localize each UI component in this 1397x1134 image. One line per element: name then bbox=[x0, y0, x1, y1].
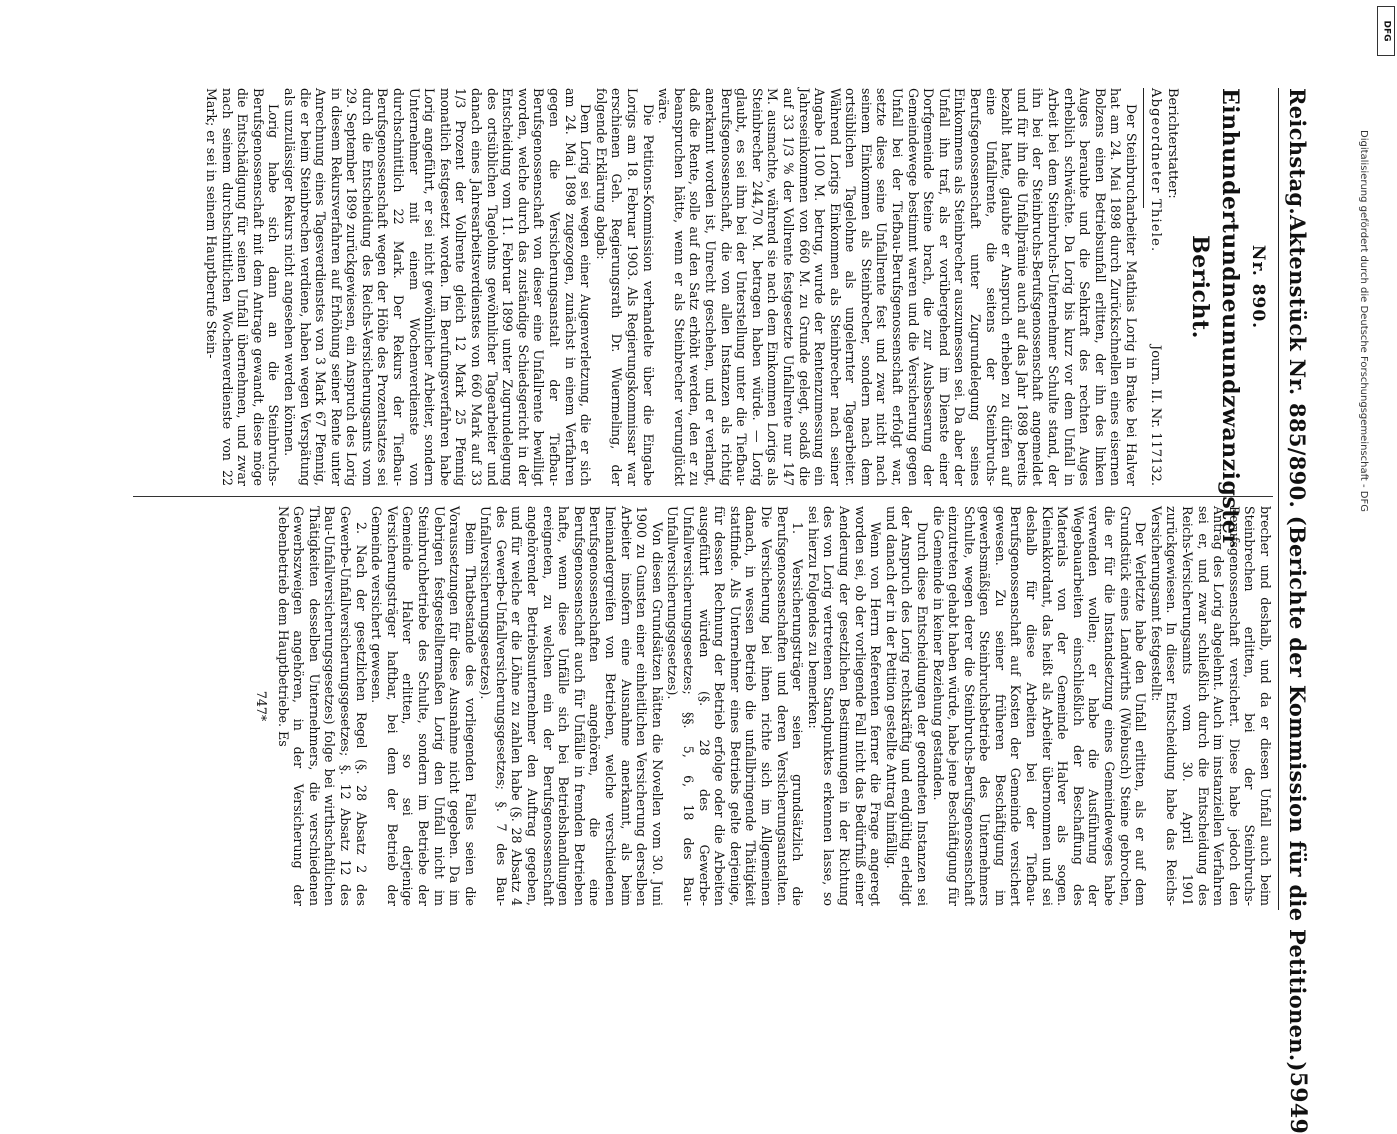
dfg-logo bbox=[1377, 6, 1395, 56]
rapporteur-name: Abgeordneter Thiele. bbox=[1148, 88, 1163, 253]
paragraph: Der Verletzte habe den Unfall erlitten, als er auf dem Grundstück eines Landwirths (Wiebusch) Steine gebrochen, die er für die Instandsetzung eines Gemeindeweges habe verwenden wollen; er habe die Ausführung der Wegebauarbeiten einschließlich der Beschaffung des Materials von der Gemeinde Halver als sogen. Kleinakkordant, das heißt als Arbeiter übernommen und sei deshalb für diese Arbeiten bei der Tiefbau-Berufsgenossenschaft auf Kosten der Gemeinde versichert gewesen. Zu seiner früheren Beschäftigung im gewerbsmäßigen Steinbruchsbetriebe des Unternehmers Schulte, wegen derer die Steinbruchs-Berufsgenossenschaft einzutreten gehabt haben würde, habe jene Beschäftigung für die Gemeinde in keiner Beziehung gestanden. bbox=[930, 506, 1149, 906]
paragraph: Lorig habe sich dann an die Steinbruchs-Berufsgenossenschaft mit dem Antrage gewandt, diese möge die Entschädigung für seinen Unfall übernehmen, und zwar nach seinem durchschnittlichen Wochenverdienste von 22 Mark; er sei in seinem Hauptberufe Stein- bbox=[203, 88, 282, 486]
article-number: Nr. 890. bbox=[1248, 244, 1268, 330]
header-left: Reichstag. bbox=[1285, 88, 1311, 215]
column-divider bbox=[133, 496, 1273, 497]
paragraph: Von diesen Grundsätzen hätten die Novellen vom 30. Juni 1900 zu Gunsten einer einheitlichen Versicherung derselben Arbeiter insofern eine Ausnahme anerkannt, als beim Ineinandergreifen von Betrieben, welche verschiedenen Berufsgenossenschaften angehören, die eine Berufsgenossenschaft auch für Unfälle in fremden Betrieben hafte, wenn diese Unfälle sich bei Betriebshandlungen ereigneten, zu welchen ein der Berufsgenossenschaft angehörender Betriebsunternehmer den Auftrag gegeben, und für welche er die Löhne zu zahlen habe (§. 28 Absatz 4 des Gewerbe-Unfallversicherungsgesetzes; §. 7 des Bau-Unfallversicherungsgesetzes). bbox=[478, 506, 665, 906]
paragraph: 1. Versicherungsträger seien grundsätzlich die Berufsgenossenschaften und deren Versicherungsanstalten. Die Versicherung bei ihnen richte sich im Allgemeinen danach, in wessen Betrieb die unfallbringende Thätigkeit stattfinde. Als Unternehmer eines Betriebs gelte derjenige, für dessen Rechnung der Betrieb erfolge oder die Arbeiten ausgeführt würden (§. 28 des Gewerbe-Unfallversicherungsgesetzes; §§. 5, 6, 18 des Bau-Unfallversicherungsgesetzes). bbox=[665, 506, 806, 906]
rapporteur-label: Berichterstatter: bbox=[1165, 88, 1180, 199]
header-rule bbox=[1278, 88, 1279, 910]
journal-reference: Journ. II. Nr. 117132. bbox=[1148, 345, 1163, 486]
paragraph: brecher und deshalb, und da er diesen Unfall auch beim Steinbrechen erlitten, bei der Steinbruchs-Berufsgenossenschaft versichert. Diese habe jedoch den Antrag des Lorig abgelehnt. Auch im instanziellen Verfahren sei er, und zwar schließlich durch die Entscheidung des Reichs-Versicherungsamts vom 30. April 1901 zurückgewiesen. In dieser Entscheidung habe das Reichs-Versicherungsamt festgestellt: bbox=[1148, 506, 1273, 906]
running-header bbox=[1281, 88, 1315, 1134]
signature-mark: 747* bbox=[254, 690, 269, 722]
rapporteur-rule bbox=[1143, 88, 1144, 208]
paragraph: 2. Nach der gesetzlichen Regel (§. 28 Absatz 2 des Gewerbe-Unfallversicherungsgesetzes; §. 12 Absatz 12 des Bau-Unfallversicherungsgesetzes) folge bei wirthschaftlichen Thätigkeiten desselben Unternehmers, die verschiedenen Gewerbszweigen angehören, in der Versicherung der Nebenbetrieb dem Hauptbetriebe. Es bbox=[275, 506, 369, 906]
rapporteur-row bbox=[1147, 88, 1164, 486]
article-title: Einhundertundneunundzwanzigster Bericht. bbox=[1187, 88, 1243, 547]
header-middle: Aktenstück Nr. 885/890. (Berichte der Kommission für die Petitionen.) bbox=[1285, 214, 1311, 1072]
page-number: 5949 bbox=[1285, 1071, 1311, 1134]
digitization-credit: Digitalisierung gefördert durch die Deutsche Forschungsgemeinschaft - DFG bbox=[1358, 130, 1369, 513]
paragraph: Die Petitions-Kommission verhandelte über die Eingabe Lorigs am 18. Februar 1903. Als Regierungskommissar war erschienen Geh. Regierungsrath Dr. Wuermeling, der folgende Erklärung abgab: bbox=[593, 88, 656, 486]
paragraph: Wenn von Herrn Referenten ferner die Frage angeregt worden sei, ob der vorliegende Fall nicht das Bedürfniß einer Aenderung der gesetzlichen Bestimmungen in der Richtung des von Lorig vertretenen Standpunktes erkennen lasse, so sei hierzu Folgendes zu bemerken: bbox=[805, 506, 884, 906]
paragraph: Der Steinbrucharbeiter Mathias Lorig in Brake bei Halver hat am 24. Mai 1898 durch Zurückschnellen eines eisernen Bolzens einen Betriebsunfall erlitten, der ihn des linken Auges beraubte und die Sehkraft des rechten Auges erheblich schwächte. Da Lorig bis kurz vor dem Unfall in Arbeit bei dem Steinbruchs-Unternehmer Schulte stand, der ihn bei der Steinbruchs-Berufsgenossenschaft angemeldet und für ihn die Unfallprämie auch auf das Jahr 1898 bereits bezahlt hatte, glaubte er Anspruch erheben zu dürfen auf eine Unfallrente, die seitens der Steinbruchs-Berufsgenossenschaft unter Zugrundelegung seines Einkommens als Steinbrecher auszumessen sei. Da aber der Unfall ihn traf, als er vorübergehend im Dienste einer Dorfgemeinde Steine brach, die zur Ausbesserung der Gemeindewege bestimmt waren und die Versicherung gegen Unfall bei der Tiefbau-Berufsgenossenschaft erfolgt war, setzte diese seine Unfallrente fest und zwar nicht nach seinem Einkommen als Steinbrecher, sondern nach dem ortsüblichen Tagelohne als ungelernter Tagearbeiter. Während Lorigs Einkommen als Steinbrecher nach seiner Angabe 1100 M. betrug, wurde der Rentenzumessung ein Jahreseinkommen von 660 M. zu Grunde gelegt, sodaß die auf 33 1/3 % der Vollrente festgesetzte Unfallrente nur 147 M. ausmachte, während sie nach dem Einkommen Lorigs als Steinbrecher 244,70 M. betragen haben würde. — Lorig glaubt, es sei ihm bei der Unterstellung unter die Tiefbau-Berufsgenossenschaft, die von allen Instanzen als richtig anerkannt worden ist, Unrecht geschehen, und er verlangt, daß die Rente, solle auf den Satz erhöht werden, den er zu beanspruchen hätte, wenn er als Steinbrecher verunglückt wäre. bbox=[656, 88, 1139, 486]
dfg-logo-text: DFG bbox=[1381, 20, 1392, 42]
right-column bbox=[253, 506, 1273, 906]
paragraph: Dem Lorig sei wegen einer Augenverletzung, die er sich am 24. Mai 1898 zugezogen, zunächst in einem Verfahren gegen die Versicherungsanstalt der Tiefbau-Berufsgenossenschaft von dieser eine Unfallrente bewilligt worden, welche durch das zuständige Schiedsgericht in der Entscheidung vom 11. Februar 1899 unter Zugrundelegung des ortsüblichen Tagelohns gewöhnlicher Tagearbeiter und danach eines Jahresarbeitsverdienstes von 660 Mark auf 33 1/3 Prozent der Vollrente gleich 12 Mark 25 Pfennig monatlich festgesetzt worden. Im Berufungsverfahren habe Lorig angeführt, er sei nicht gewöhnlicher Arbeiter, sondern Unternehmer mit einem Wochenverdienste von durchschnittlich 22 Mark. Der Rekurs der Tiefbau-Berufsgenossenschaft wegen der Höhe des Prozentsatzes sei durch die Entscheidung des Reichs-Versicherungsamts vom 29. September 1899 zurückgewiesen, ein Anspruch des Lorig in diesem Rekursverfahren auf Erhöhung seiner Rente unter Anrechnung eines Tagesverdienstes von 3 Mark 67 Pfennig, die er beim Steinbrechen verdiene, haben wegen Verspätung als unzulässiger Rekurs nicht angesehen werden können. bbox=[281, 88, 594, 486]
left-column bbox=[203, 88, 1273, 547]
paragraph: Beim Thatbestande des vorliegenden Falles seien die Voraussetzungen für diese Ausnahme nicht gegeben. Da im Uebrigen festgestelltermaßen Lorig den Unfall nicht im Steinbruchbetriebe des Schulte, sondern im Betriebe der Gemeinde Halver erlitten, so sei derjenige Versicherungsträger haftbar, bei dem der Betrieb der Gemeinde versichert gewesen. bbox=[369, 506, 478, 906]
paragraph: Durch diese Entscheidungen der geordneten Instanzen sei der Anspruch des Lorig rechtskräftig und endgültig erledigt und danach der in der Petition gestellte Antrag hinfällig. bbox=[883, 506, 930, 906]
